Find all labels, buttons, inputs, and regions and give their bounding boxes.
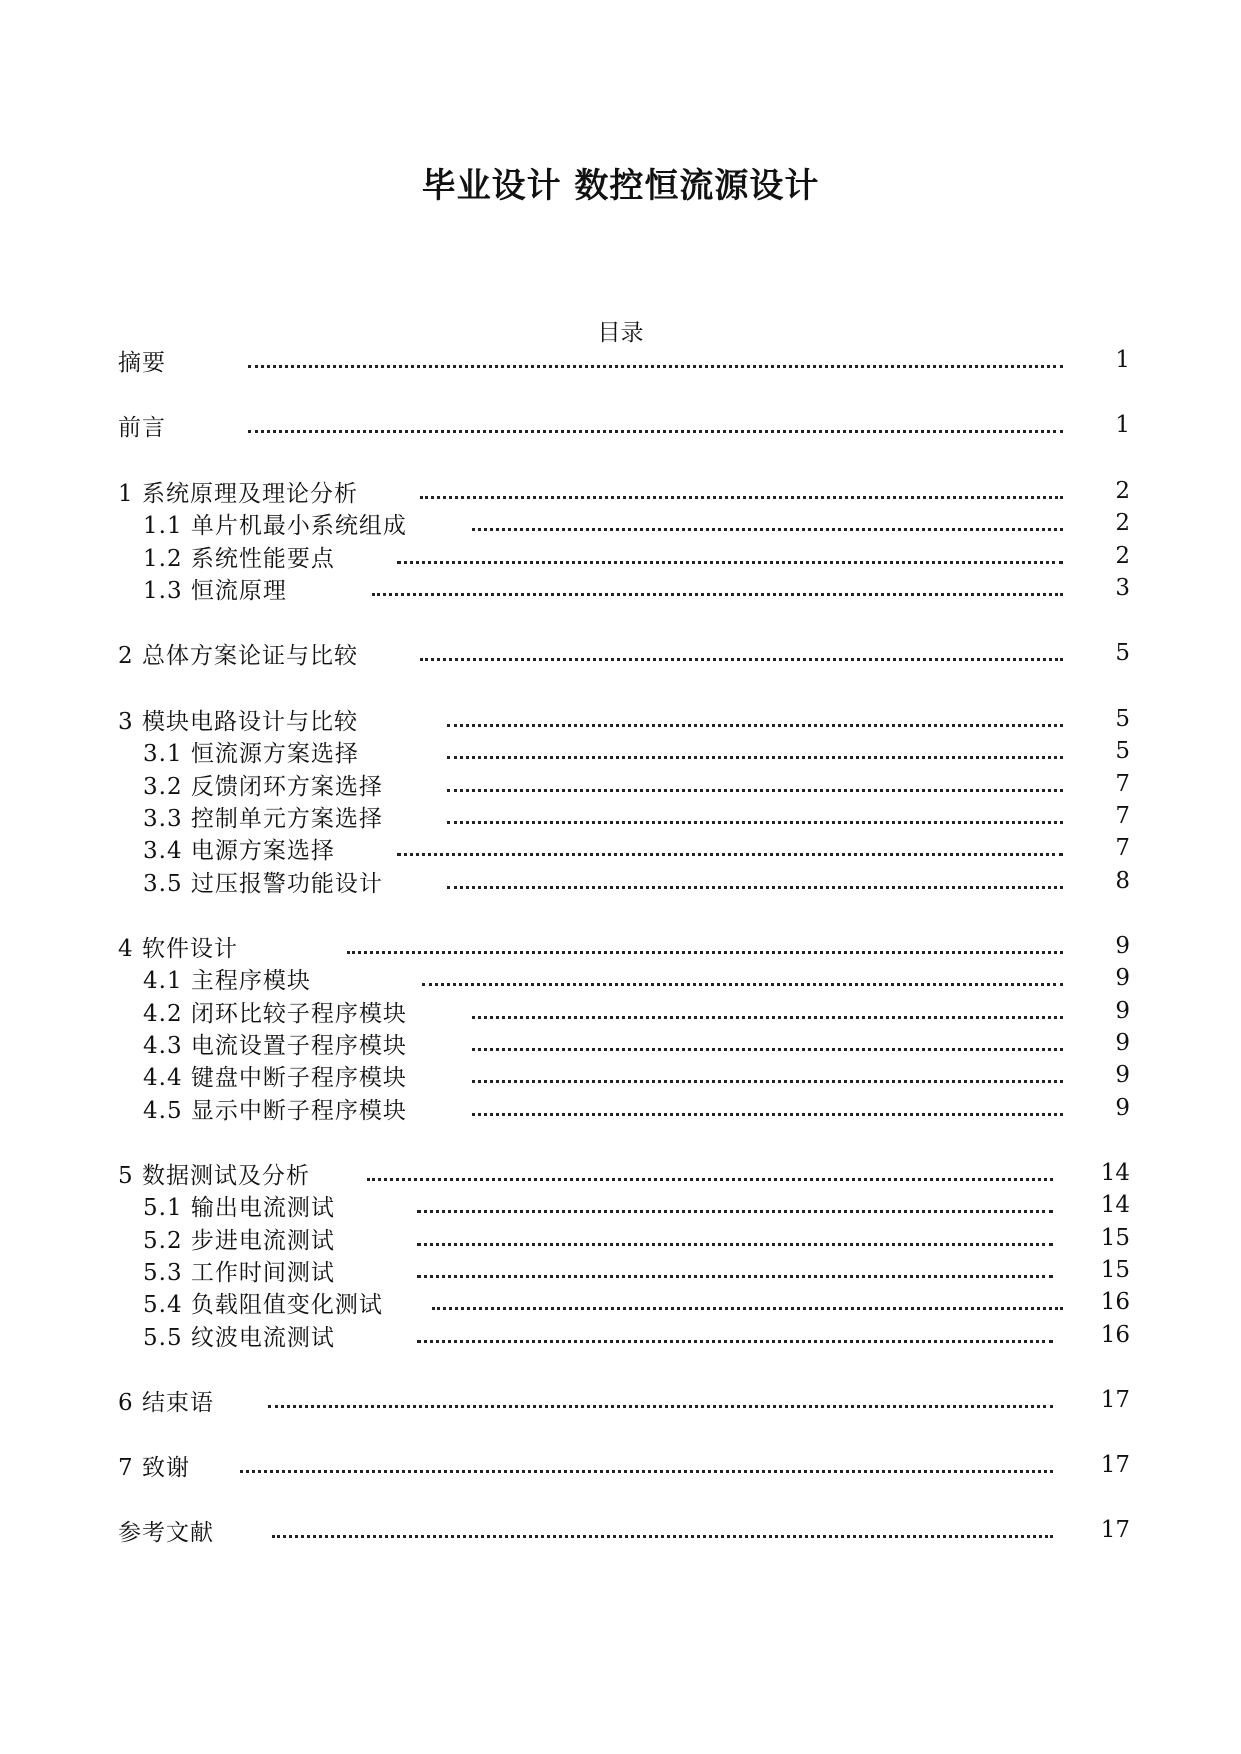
toc-dot-leader xyxy=(447,692,1063,727)
toc-dot-leader xyxy=(417,1243,1053,1278)
toc-dot-leader xyxy=(397,529,1063,564)
toc-entry xyxy=(118,344,1130,376)
toc-entry-label: 4.2 闭环比较子程序模块 xyxy=(143,1000,407,1027)
toc-entry-page: 2 xyxy=(1115,510,1130,536)
toc-dot-leader xyxy=(447,724,1063,759)
toc-entry-label: 5.2 步进电流测试 xyxy=(143,1227,335,1254)
toc-entry-page: 1 xyxy=(1115,347,1130,373)
toc-dot-leader xyxy=(472,1016,1063,1051)
toc-dot-leader xyxy=(472,1081,1063,1116)
toc-entry-label: 2 总体方案论证与比较 xyxy=(118,642,358,669)
toc-entry-label: 4.3 电流设置子程序模块 xyxy=(143,1032,407,1059)
toc-entry-page: 17 xyxy=(1100,1387,1130,1413)
toc-entry-page: 2 xyxy=(1115,543,1130,569)
toc-entry-page: 5 xyxy=(1115,706,1130,732)
toc-dot-leader xyxy=(347,919,1063,954)
toc-entry xyxy=(118,409,1130,441)
toc-dot-leader xyxy=(417,1178,1053,1213)
toc-entry-page: 9 xyxy=(1115,1062,1130,1088)
toc-entry-label: 5.4 负载阻值变化测试 xyxy=(143,1291,383,1318)
toc-entry-page: 1 xyxy=(1115,412,1130,438)
toc-entry-page: 3 xyxy=(1115,575,1130,601)
page-title: 毕业设计 数控恒流源设计 xyxy=(421,166,820,206)
toc-entry-page: 8 xyxy=(1115,868,1130,894)
toc-entry-label: 5.3 工作时间测试 xyxy=(143,1259,335,1286)
toc-entry-label: 4.1 主程序模块 xyxy=(143,967,311,994)
toc-entry-label: 3 模块电路设计与比较 xyxy=(118,708,358,735)
toc-entry-label: 3.5 过压报警功能设计 xyxy=(143,870,383,897)
toc-entry-label: 3.4 电源方案选择 xyxy=(143,837,335,864)
toc-entry-label: 5.5 纹波电流测试 xyxy=(143,1324,335,1351)
toc-entry-label: 前言 xyxy=(118,414,166,441)
toc-dot-leader xyxy=(432,1275,1063,1310)
toc-entry-label: 3.1 恒流源方案选择 xyxy=(143,740,359,767)
toc-entry-label: 6 结束语 xyxy=(118,1389,214,1416)
toc-entry-page: 9 xyxy=(1115,1030,1130,1056)
toc-entry-page: 14 xyxy=(1100,1192,1130,1218)
toc-entry-label: 参考文献 xyxy=(118,1519,214,1546)
toc-entry-page: 17 xyxy=(1100,1517,1130,1543)
toc-dot-leader xyxy=(422,951,1063,986)
toc-dot-leader xyxy=(472,496,1063,531)
toc-dot-leader xyxy=(272,1503,1053,1538)
toc-dot-leader xyxy=(472,1048,1063,1083)
toc-dot-leader xyxy=(447,854,1063,889)
toc-entry xyxy=(143,865,1130,897)
toc-entry-page: 2 xyxy=(1115,478,1130,504)
toc-entry-page: 15 xyxy=(1100,1225,1130,1251)
toc-dot-leader xyxy=(420,464,1063,499)
toc-entry-page: 16 xyxy=(1100,1322,1130,1348)
toc-entry-label: 1.3 恒流原理 xyxy=(143,577,287,604)
toc-entry-page: 5 xyxy=(1115,640,1130,666)
toc-entry-page: 7 xyxy=(1115,771,1130,797)
toc-entry xyxy=(118,1384,1130,1416)
toc-entry-label: 4.5 显示中断子程序模块 xyxy=(143,1097,407,1124)
toc-entry xyxy=(118,1449,1130,1481)
toc-entry xyxy=(143,1319,1130,1351)
toc-dot-leader xyxy=(447,757,1063,792)
toc-entry-label: 3.2 反馈闭环方案选择 xyxy=(143,773,383,800)
toc-entry-page: 17 xyxy=(1100,1452,1130,1478)
toc-entry-label: 3.3 控制单元方案选择 xyxy=(143,805,383,832)
toc-entry-page: 5 xyxy=(1115,738,1130,764)
toc-entry xyxy=(118,637,1130,669)
toc-heading: 目录 xyxy=(597,320,644,346)
toc-entry-label: 4 软件设计 xyxy=(118,935,238,962)
toc-entry xyxy=(143,572,1130,604)
toc-entry-label: 5.1 输出电流测试 xyxy=(143,1194,335,1221)
toc-dot-leader xyxy=(248,398,1063,433)
toc-entry-label: 1.1 单片机最小系统组成 xyxy=(143,512,407,539)
toc-entry-label: 摘要 xyxy=(118,349,166,376)
toc-entry-page: 7 xyxy=(1115,803,1130,829)
toc-entry-label: 1 系统原理及理论分析 xyxy=(118,480,358,507)
toc-entry-page: 9 xyxy=(1115,998,1130,1024)
toc-dot-leader xyxy=(367,1146,1053,1181)
toc-dot-leader xyxy=(417,1308,1053,1343)
toc-entry-page: 9 xyxy=(1115,933,1130,959)
toc-entry-page: 15 xyxy=(1100,1257,1130,1283)
toc-dot-leader xyxy=(268,1373,1053,1408)
toc-dot-leader xyxy=(472,984,1063,1019)
toc-dot-leader xyxy=(240,1438,1053,1473)
toc-dot-leader xyxy=(417,1211,1053,1246)
toc-dot-leader xyxy=(447,789,1063,824)
toc-dot-leader xyxy=(248,333,1063,368)
toc-entry-page: 9 xyxy=(1115,1095,1130,1121)
toc-entry xyxy=(143,1092,1130,1124)
toc-entry-page: 7 xyxy=(1115,835,1130,861)
toc-entry-label: 1.2 系统性能要点 xyxy=(143,545,335,572)
toc-dot-leader xyxy=(397,821,1063,856)
toc-entry-label: 7 致谢 xyxy=(118,1454,190,1481)
toc-entry-label: 4.4 键盘中断子程序模块 xyxy=(143,1064,407,1091)
toc-dot-leader xyxy=(372,561,1063,596)
toc-entry-page: 16 xyxy=(1100,1289,1130,1315)
toc-entry xyxy=(118,1514,1130,1546)
toc-entry-page: 14 xyxy=(1100,1160,1130,1186)
toc-dot-leader xyxy=(420,626,1063,661)
toc-entry-page: 9 xyxy=(1115,965,1130,991)
toc-entry-label: 5 数据测试及分析 xyxy=(118,1162,310,1189)
